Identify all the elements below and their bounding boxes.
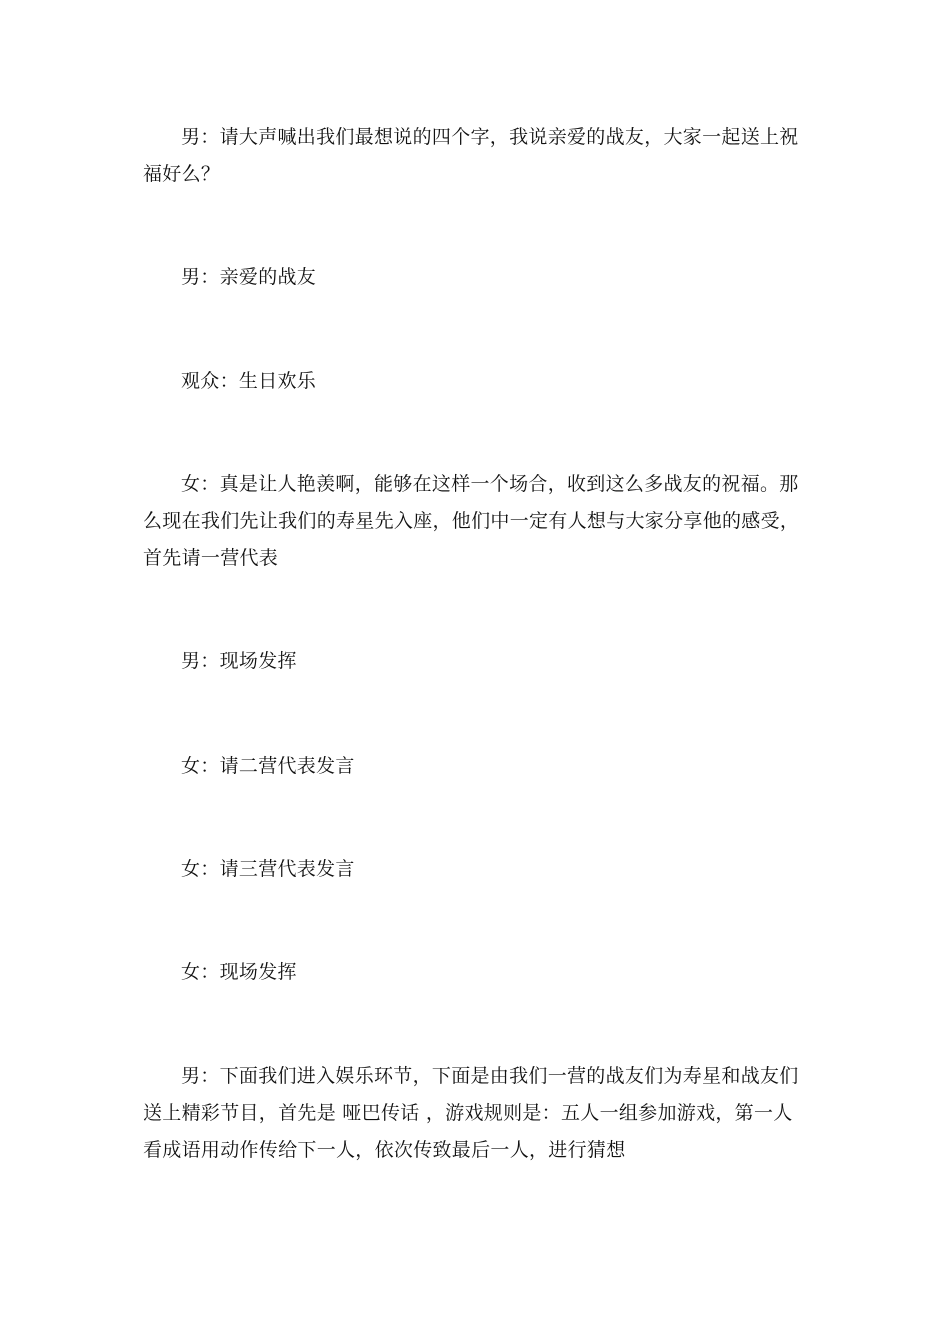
dialogue-paragraph: 男：请大声喊出我们最想说的四个字，我说亲爱的战友，大家一起送上祝福好么？ (143, 126, 799, 185)
dialogue-paragraph: 女：请三营代表发言 (181, 858, 355, 880)
dialogue-paragraph: 女：现场发挥 (181, 961, 297, 983)
dialogue-paragraph: 女：真是让人艳羡啊，能够在这样一个场合，收到这么多战友的祝福。那么现在我们先让我们的寿星先入座，他们中一定有人想与大家分享他的感受，首先请一营代表 (143, 473, 800, 569)
dialogue-paragraph: 男：现场发挥 (181, 650, 297, 672)
dialogue-paragraph: 男：亲爱的战友 (181, 266, 317, 288)
dialogue-paragraph: 观众：生日欢乐 (181, 370, 317, 392)
dialogue-paragraph: 男：下面我们进入娱乐环节，下面是由我们一营的战友们为寿星和战友们送上精彩节目，首先是 哑巴传话 ，游戏规则是：五人一组参加游戏，第一人看成语用动作传给下一人，依次传致最后一人，进行猜想 (143, 1065, 799, 1161)
dialogue-paragraph: 女：请二营代表发言 (181, 755, 355, 777)
